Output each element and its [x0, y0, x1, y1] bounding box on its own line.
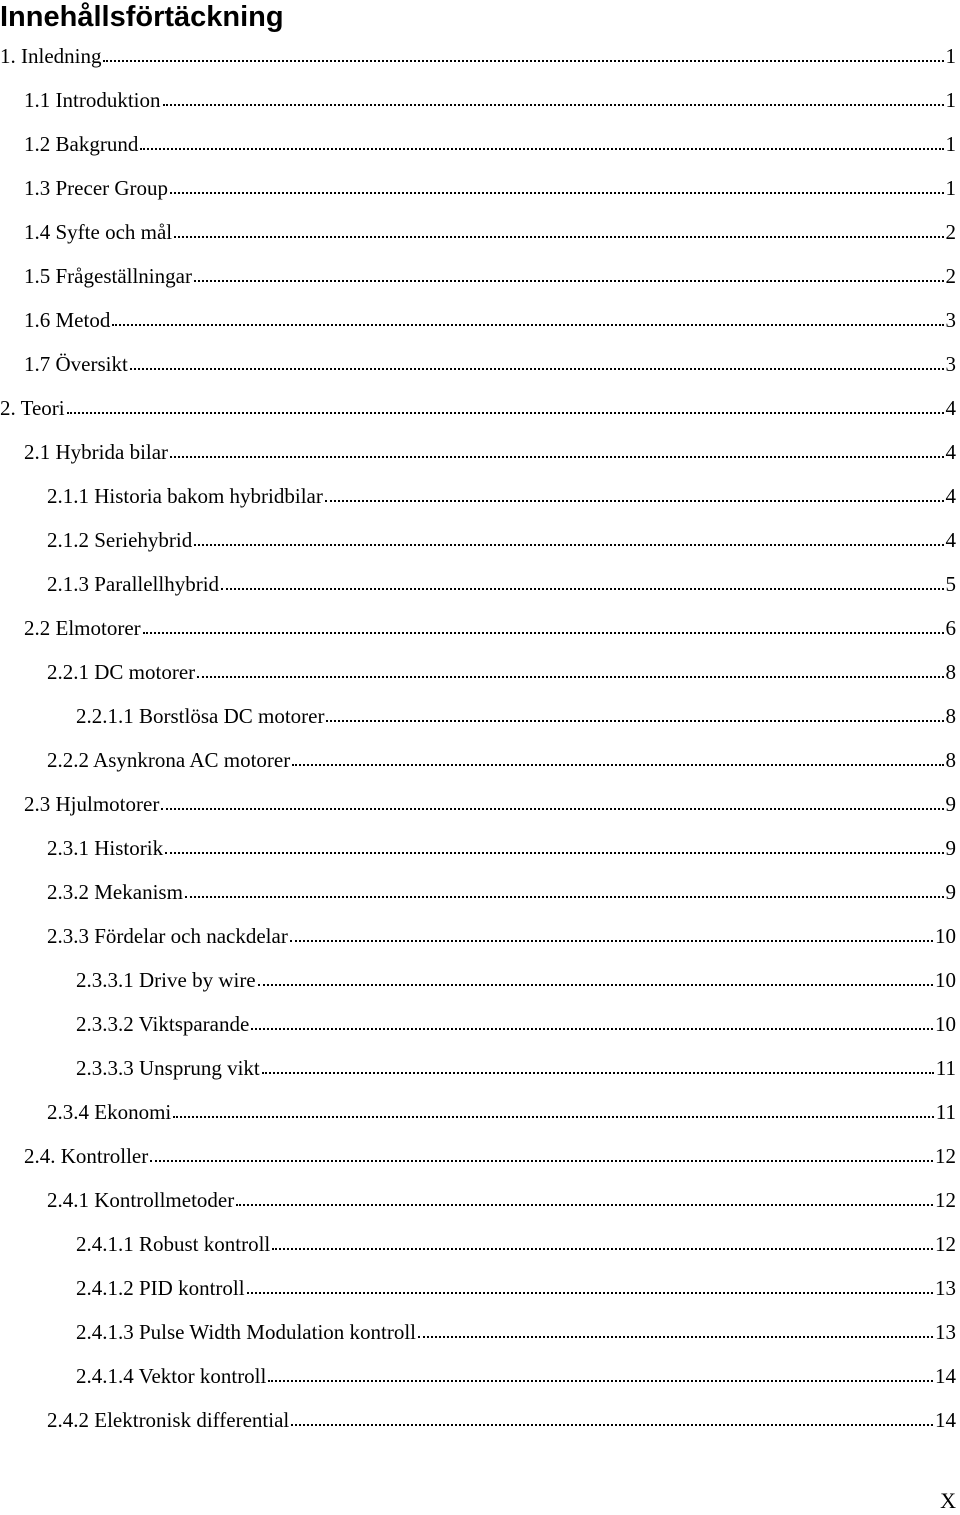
toc-entry-label: 2.4.1.3 Pulse Width Modulation kontroll [76, 1320, 417, 1344]
toc-entry-label: 1.5 Frågeställningar [24, 264, 192, 288]
toc-dot-leader [112, 324, 943, 326]
toc-entry-page-number: 1 [945, 176, 956, 200]
toc-dot-leader [170, 192, 943, 194]
toc-entry-label: 1.2 Bakgrund [24, 132, 139, 156]
toc-entry-label: 2.4.1.2 PID kontroll [76, 1276, 245, 1300]
toc-entry[interactable] [0, 430, 956, 474]
toc-entry[interactable] [0, 122, 956, 166]
toc-dot-leader [67, 412, 944, 414]
toc-entry-page-number: 9 [945, 836, 956, 860]
toc-dot-leader [291, 1424, 933, 1426]
toc-dot-leader [130, 368, 944, 370]
toc-dot-leader [185, 896, 944, 898]
toc-entry-label: 2.1.2 Seriehybrid [47, 528, 193, 552]
toc-entry-label: 2.4. Kontroller [24, 1144, 149, 1168]
toc-entry-page-number: 14 [935, 1364, 956, 1388]
toc-entry-page-number: 8 [945, 704, 956, 728]
toc-entry[interactable] [0, 518, 956, 562]
toc-entry-label: 2.2.2 Asynkrona AC motorer [47, 748, 291, 772]
toc-entry-label: 2.1.3 Parallellhybrid [47, 572, 220, 596]
toc-entry-label: 2.3.3.2 Viktsparande [76, 1012, 250, 1036]
toc-entry-page-number: 4 [945, 396, 956, 420]
toc-entry-page-number: 3 [945, 308, 956, 332]
toc-entry[interactable] [0, 254, 956, 298]
toc-entry[interactable] [0, 870, 956, 914]
page-number: X [940, 1488, 956, 1513]
toc-entry-label: 1.1 Introduktion [24, 88, 161, 112]
toc-dot-leader [173, 1116, 934, 1118]
toc-entry[interactable] [0, 958, 956, 1002]
toc-entry-page-number: 6 [945, 616, 956, 640]
toc-entry-label: 2.1.1 Historia bakom hybridbilar [47, 484, 323, 508]
toc-entry-label: 1.7 Översikt [24, 352, 128, 376]
toc-list [0, 34, 956, 1442]
toc-entry-label: 2.2.1 DC motorer [47, 660, 196, 684]
toc-entry-page-number: 9 [945, 792, 956, 816]
toc-dot-leader [194, 280, 944, 282]
toc-dot-leader [268, 1380, 933, 1382]
toc-entry-page-number: 2 [945, 220, 956, 244]
toc-dot-leader [236, 1204, 933, 1206]
toc-entry-page-number: 5 [945, 572, 956, 596]
toc-entry-page-number: 8 [945, 660, 956, 684]
toc-dot-leader [272, 1248, 933, 1250]
toc-dot-leader [292, 764, 943, 766]
toc-entry[interactable] [0, 782, 956, 826]
toc-entry-label: 2.3.2 Mekanism [47, 880, 183, 904]
toc-entry-label: 2.2 Elmotorer [24, 616, 141, 640]
toc-entry[interactable] [0, 694, 956, 738]
toc-entry[interactable] [0, 210, 956, 254]
toc-entry-label: 2.4.1.1 Robust kontroll [76, 1232, 271, 1256]
toc-dot-leader [194, 544, 943, 546]
toc-entry-page-number: 1 [945, 44, 956, 68]
toc-dot-leader [103, 60, 943, 62]
toc-entry-page-number: 12 [935, 1144, 956, 1168]
toc-entry-label: 1. Inledning [0, 44, 102, 68]
toc-entry-label: 2.1 Hybrida bilar [24, 440, 169, 464]
toc-entry-page-number: 1 [945, 132, 956, 156]
toc-entry-page-number: 11 [935, 1056, 956, 1080]
toc-entry-page-number: 4 [945, 484, 956, 508]
toc-entry[interactable] [0, 34, 956, 78]
toc-entry-label: 2.4.1 Kontrollmetoder [47, 1188, 235, 1212]
toc-entry-label: 1.6 Metod [24, 308, 111, 332]
toc-entry[interactable] [0, 1354, 956, 1398]
toc-entry-page-number: 4 [945, 528, 956, 552]
toc-entry[interactable] [0, 914, 956, 958]
toc-entry[interactable] [0, 1222, 956, 1266]
toc-entry[interactable] [0, 606, 956, 650]
toc-dot-leader [174, 236, 943, 238]
toc-entry[interactable] [0, 474, 956, 518]
toc-entry-page-number: 13 [935, 1276, 956, 1300]
toc-entry[interactable] [0, 1266, 956, 1310]
toc-dot-leader [325, 500, 944, 502]
toc-entry[interactable] [0, 78, 956, 122]
toc-entry-page-number: 10 [935, 1012, 956, 1036]
toc-entry-page-number: 12 [935, 1188, 956, 1212]
toc-entry[interactable] [0, 386, 956, 430]
toc-entry-page-number: 13 [935, 1320, 956, 1344]
toc-entry[interactable] [0, 562, 956, 606]
toc-entry[interactable] [0, 650, 956, 694]
toc-dot-leader [290, 940, 933, 942]
toc-entry[interactable] [0, 342, 956, 386]
toc-entry[interactable] [0, 1398, 956, 1442]
toc-entry[interactable] [0, 1046, 956, 1090]
toc-entry[interactable] [0, 166, 956, 210]
toc-entry-label: 2.3.3 Fördelar och nackdelar [47, 924, 288, 948]
toc-entry[interactable] [0, 1134, 956, 1178]
toc-dot-leader [170, 456, 943, 458]
toc-entry-page-number: 1 [945, 88, 956, 112]
toc-dot-leader [326, 720, 943, 722]
toc-dot-leader [140, 148, 943, 150]
toc-entry[interactable] [0, 298, 956, 342]
toc-entry-label: 2.4.1.4 Vektor kontroll [76, 1364, 267, 1388]
toc-dot-leader [163, 104, 944, 106]
toc-entry-page-number: 8 [945, 748, 956, 772]
toc-entry-page-number: 10 [935, 924, 956, 948]
toc-entry-page-number: 10 [935, 968, 956, 992]
toc-entry-label: 1.3 Precer Group [24, 176, 169, 200]
toc-entry-label: 2.3.4 Ekonomi [47, 1100, 172, 1124]
toc-entry[interactable] [0, 1310, 956, 1354]
toc-dot-leader [150, 1160, 933, 1162]
toc-entry-label: 2.2.1.1 Borstlösa DC motorer [76, 704, 325, 728]
toc-entry-label: 1.4 Syfte och mål [24, 220, 173, 244]
toc-dot-leader [418, 1336, 933, 1338]
toc-entry[interactable] [0, 738, 956, 782]
toc-dot-leader [258, 984, 933, 986]
toc-entry[interactable] [0, 1002, 956, 1046]
toc-dot-leader [165, 852, 943, 854]
toc-entry-label: 2.3.1 Historik [47, 836, 164, 860]
toc-dot-leader [221, 588, 943, 590]
toc-entry-page-number: 14 [935, 1408, 956, 1432]
toc-entry[interactable] [0, 1178, 956, 1222]
toc-entry[interactable] [0, 1090, 956, 1134]
toc-dot-leader [197, 676, 943, 678]
toc-entry-label: 2.3.3.1 Drive by wire [76, 968, 256, 992]
toc-title: Innehållsförtäckning [0, 1, 284, 33]
toc-entry-label: 2.3 Hjulmotorer [24, 792, 160, 816]
toc-entry-page-number: 3 [945, 352, 956, 376]
toc-entry-page-number: 2 [945, 264, 956, 288]
toc-dot-leader [247, 1292, 933, 1294]
toc-dot-leader [251, 1028, 933, 1030]
toc-entry-page-number: 11 [935, 1100, 956, 1124]
toc-entry-page-number: 4 [945, 440, 956, 464]
toc-entry-label: 2.4.2 Elektronisk differential [47, 1408, 290, 1432]
toc-entry[interactable] [0, 826, 956, 870]
toc-dot-leader [161, 808, 943, 810]
toc-entry-page-number: 9 [945, 880, 956, 904]
toc-entry-page-number: 12 [935, 1232, 956, 1256]
toc-entry-label: 2.3.3.3 Unsprung vikt [76, 1056, 260, 1080]
toc-dot-leader [262, 1072, 934, 1074]
toc-dot-leader [143, 632, 944, 634]
toc-entry-label: 2. Teori [0, 396, 65, 420]
